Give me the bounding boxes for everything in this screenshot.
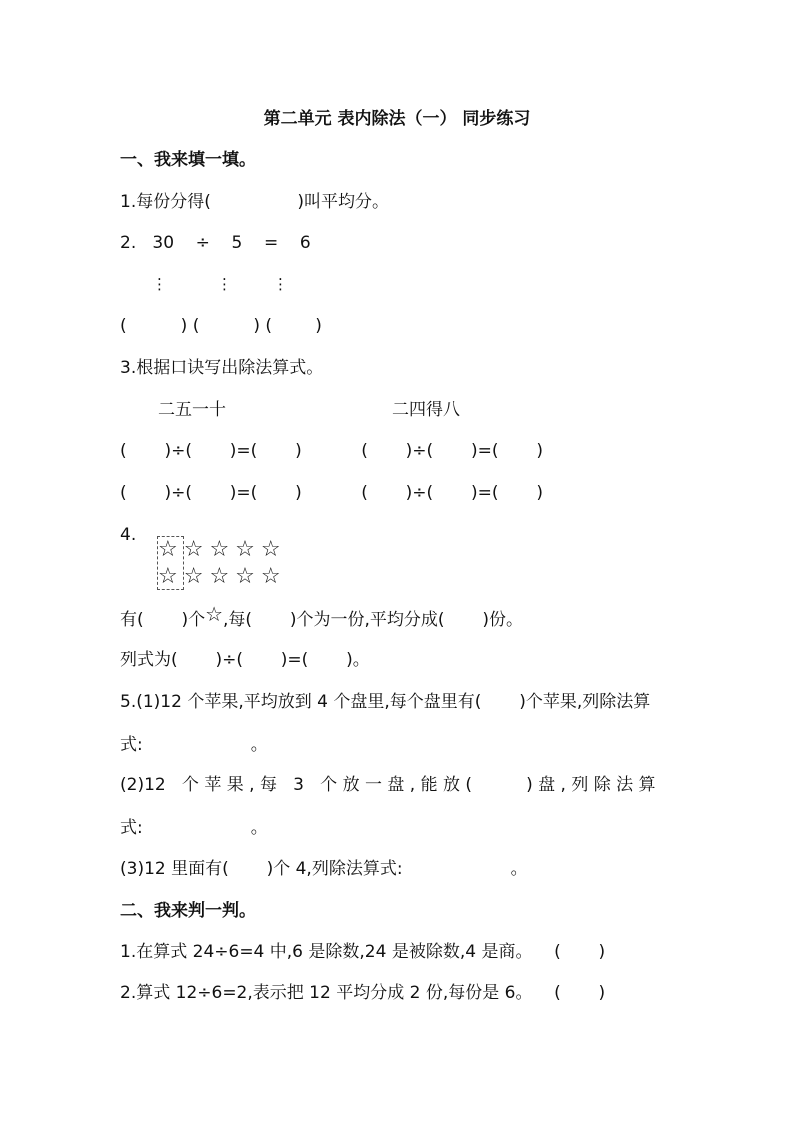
- question-3-row-2: ( )÷( )=( ) ( )÷( )=( ): [120, 483, 543, 503]
- q4-text-a: 有( )个: [120, 610, 206, 630]
- question-3: 3.根据口诀写出除法算式。: [120, 358, 324, 378]
- question-4-line-1: [120, 602, 524, 632]
- question-5-part-2: (2)12 个 苹 果 , 每 3 个 放 一 盘 , 能 放 ( ) 盘 , 列 除 法 算: [120, 775, 656, 795]
- page-title: 第二单元 表内除法（一） 同步练习: [263, 109, 531, 129]
- section2-heading: 二、我来判一判。: [120, 901, 256, 921]
- question-2-blanks: ( ) ( ) ( ): [120, 316, 322, 336]
- star-row-2: ☆☆☆☆☆: [158, 564, 287, 589]
- star-row-1: ☆☆☆☆☆: [158, 537, 287, 562]
- question-5-part-1-formula: 式: 。: [120, 735, 268, 755]
- question-4-number: 4.: [120, 525, 137, 545]
- question-4-line-2: 列式为( )÷( )=( )。: [120, 650, 370, 670]
- judge-question-2: 2.算式 12÷6=2,表示把 12 平均分成 2 份,每份是 6。 ( ): [120, 983, 606, 1003]
- question-1: 1.每份分得( )叫平均分。: [120, 192, 389, 212]
- judge-question-1: 1.在算式 24÷6=4 中,6 是除数,24 是被除数,4 是商。 ( ): [120, 942, 606, 962]
- question-2-equation: 2. 30 ÷ 5 = 6: [120, 233, 311, 253]
- dots-1: ⋮: [152, 275, 167, 293]
- question-5-part-1: 5.(1)12 个苹果,平均放到 4 个盘里,每个盘里有( )个苹果,列除法算: [120, 692, 651, 712]
- dots-3: ⋮: [273, 275, 288, 293]
- dots-2: ⋮: [217, 275, 232, 293]
- rhyme-right: 二四得八: [392, 400, 460, 420]
- section1-heading: 一、我来填一填。: [120, 150, 256, 170]
- q4-text-b: ,每( )个为一份,平均分成( )份。: [223, 610, 524, 630]
- rhyme-left: 二五一十: [158, 400, 226, 420]
- question-3-row-1: ( )÷( )=( ) ( )÷( )=( ): [120, 441, 543, 461]
- question-5-part-3: (3)12 里面有( )个 4,列除法算式: 。: [120, 859, 528, 879]
- star-icon: ☆: [205, 602, 224, 626]
- question-5-part-2-formula: 式: 。: [120, 818, 268, 838]
